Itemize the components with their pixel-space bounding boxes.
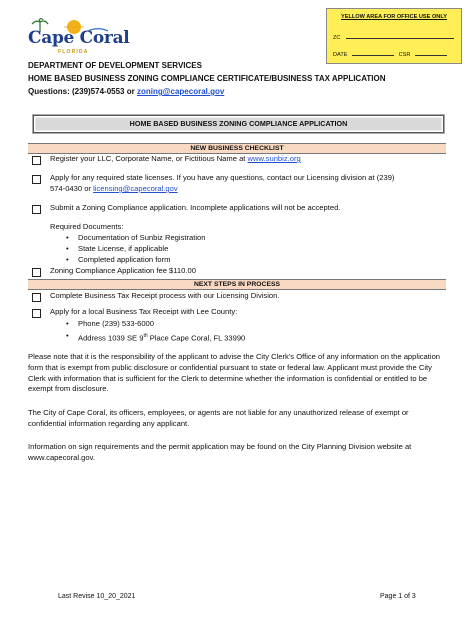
required-documents-label: Required Documents:	[50, 222, 124, 231]
zc-field[interactable]	[333, 33, 454, 41]
checklist-heading: NEW BUSINESS CHECKLIST	[28, 143, 446, 154]
required-doc-item: • Documentation of Sunbiz Registration	[78, 233, 205, 244]
checkbox[interactable]	[32, 205, 41, 214]
office-use-box	[326, 8, 462, 64]
required-doc-item: • Completed application form	[78, 255, 170, 266]
zoning-email-link[interactable]: zoning@capecoral.gov	[136, 87, 225, 96]
required-doc-item: • State License, if applicable	[78, 244, 168, 255]
licensing-phone: 574-0430 or	[50, 184, 91, 193]
office-use-title: YELLOW AREA FOR OFFICE USE ONLY	[341, 14, 447, 20]
checkbox[interactable]	[32, 268, 41, 277]
sign-requirements-paragraph: Information on sign requirements and the permit application may be found on the City Planning Division website at www.capecoral.gov.	[28, 442, 412, 462]
lee-county-address	[78, 331, 245, 344]
zc-line	[346, 33, 454, 39]
checkbox[interactable]	[32, 309, 41, 318]
liability-paragraph: The City of Cape Coral, its officers, employees, or agents are not liable for any unauthorized release of exempt or confidential information regarding any applicant.	[28, 408, 409, 428]
questions-phone: Questions: (239)574-0553 or	[28, 87, 135, 96]
questions-line	[28, 87, 224, 96]
address-suffix: Place Cape Coral, FL 33990	[147, 333, 246, 343]
checkbox[interactable]	[32, 175, 41, 184]
logo-wordmark: Cape Coral	[28, 28, 130, 48]
logo-tagline: FLORIDA	[58, 49, 89, 55]
date-csr-field[interactable]	[333, 50, 447, 58]
fee-text: Zoning Compliance Application fee $110.00	[50, 266, 196, 275]
item-text	[50, 154, 301, 165]
csr-line	[415, 50, 447, 56]
checkbox[interactable]	[32, 293, 41, 302]
state-licenses-line2	[50, 184, 178, 195]
sunbiz-text: Register your LLC, Corporate Name, or Fictitious Name at	[50, 154, 246, 163]
address-prefix: Address 1039 SE 9	[78, 333, 144, 343]
checkbox[interactable]	[32, 156, 41, 165]
zoning-application-text: Submit a Zoning Compliance application. Incomplete applications will not be accepted.	[50, 203, 341, 212]
revision-date: Last Revise 10_20_2021	[58, 593, 136, 600]
city-logo	[28, 18, 130, 60]
lee-county-text: Apply for a local Business Tax Receipt with Lee County:	[50, 307, 238, 316]
disclosure-paragraph: Please note that it is the responsibility of the applicant to advise the City Clerk's Office of any information on the application form that is exempt from public disclosure or confidential pursuant to state or federal law. Applicant must provide the City Clerk with information that is sufficient for the Clerk to determine whether the information is confidential or entitled to be exempt from disclosure.	[28, 352, 441, 394]
state-licenses-line1: Apply for any required state licenses. If you have any questions, contact our Licensing division at (239)	[50, 173, 395, 182]
sunbiz-link[interactable]: www.sunbiz.org	[247, 154, 301, 163]
date-line	[352, 50, 394, 56]
licensing-email-link[interactable]: licensing@capecoral.gov	[93, 184, 178, 193]
next-steps-heading: NEXT STEPS IN PROCESS	[28, 279, 446, 290]
date-label: DATE	[333, 52, 348, 58]
department-name: DEPARTMENT OF DEVELOPMENT SERVICES	[28, 61, 202, 70]
tax-receipt-text: Complete Business Tax Receipt process with our Licensing Division.	[50, 291, 280, 300]
zc-label: ZC	[333, 35, 341, 41]
lee-county-phone: • Phone (239) 533-6000	[78, 319, 154, 330]
application-title: HOME BASED BUSINESS ZONING COMPLIANCE APPLICATION	[33, 115, 444, 133]
page-number: Page 1 of 3	[380, 593, 416, 600]
csr-label: CSR	[398, 52, 411, 58]
address-sup: th	[143, 333, 148, 339]
form-title: HOME BASED BUSINESS ZONING COMPLIANCE CERTIFICATE/BUSINESS TAX APPLICATION	[28, 74, 386, 83]
